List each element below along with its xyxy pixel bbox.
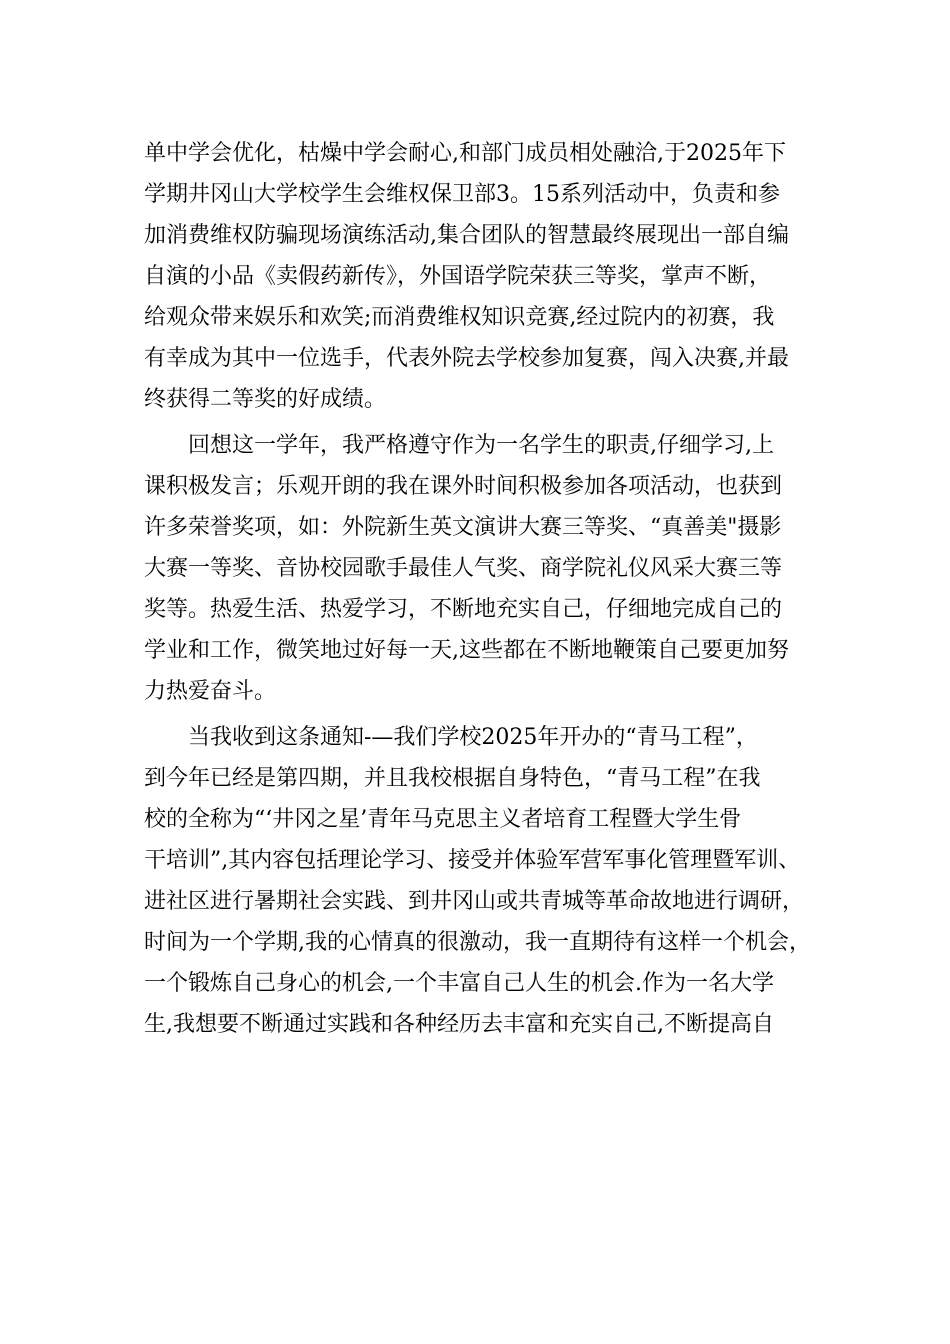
text-line: 学期井冈山大学校学生会维权保卫部3。15系列活动中，负责和参 xyxy=(144,182,780,207)
text-line: 给观众带来娱乐和欢笑;而消费维权知识竞赛,经过院内的初赛，我 xyxy=(144,305,775,330)
text-line: 力热爱奋斗。 xyxy=(144,679,277,704)
text-line: 到今年已经是第四期，并且我校根据自身特色，“青马工程”在我 xyxy=(144,766,761,791)
paragraph-2 xyxy=(144,425,816,712)
text-line: 大赛一等奖、音协校园歌手最佳人气奖、商学院礼仪风采大赛三等 xyxy=(144,556,783,581)
text-line: 单中学会优化，枯燥中学会耐心,和部门成员相处融洽,于2025年下 xyxy=(144,141,786,166)
paragraph-3 xyxy=(144,717,816,1045)
text-line: 时间为一个学期,我的心情真的很激动，我一直期待有这样一个机会， xyxy=(144,930,811,955)
text-line: 校的全称为“‘井冈之星’青年马克思主义者培育工程暨大学生骨 xyxy=(144,807,742,832)
text-line: 许多荣誉奖项，如：外院新生英文演讲大赛三等奖、“真善美"摄影 xyxy=(144,515,782,540)
text-line: 进社区进行暑期社会实践、到井冈山或共青城等革命故地进行调研， xyxy=(144,889,805,914)
text-line: 回想这一学年，我严格遵守作为一名学生的职责,仔细学习,上 xyxy=(188,433,774,458)
text-line: 当我收到这条通知-—我们学校2025年开办的“青马工程”， xyxy=(188,725,758,750)
text-line: 生,我想要不断通过实践和各种经历去丰富和充实自己,不断提高自 xyxy=(144,1012,774,1037)
text-line: 加消费维权防骗现场演练活动,集合团队的智慧最终展现出一部自编 xyxy=(144,223,789,248)
text-line: 干培训”,其内容包括理论学习、接受并体验军营军事化管理暨军训、 xyxy=(144,848,801,873)
text-line: 终获得二等奖的好成绩。 xyxy=(144,387,387,412)
text-line: 有幸成为其中一位选手，代表外院去学校参加复赛，闯入决赛,并最 xyxy=(144,346,789,371)
text-line: 一个锻炼自己身心的机会,一个丰富自己人生的机会.作为一名大学 xyxy=(144,971,774,996)
text-line: 自演的小品《卖假药新传》，外国语学院荣获三等奖，掌声不断， xyxy=(144,264,772,289)
text-line: 奖等。热爱生活、热爱学习，不断地充实自己，仔细地完成自己的 xyxy=(144,597,783,622)
paragraph-1 xyxy=(144,133,816,420)
document-body xyxy=(144,133,816,1045)
text-line: 课积极发言；乐观开朗的我在课外时间积极参加各项活动，也获到 xyxy=(144,474,783,499)
text-line: 学业和工作，微笑地过好每一天,这些都在不断地鞭策自己要更加努 xyxy=(144,638,789,663)
